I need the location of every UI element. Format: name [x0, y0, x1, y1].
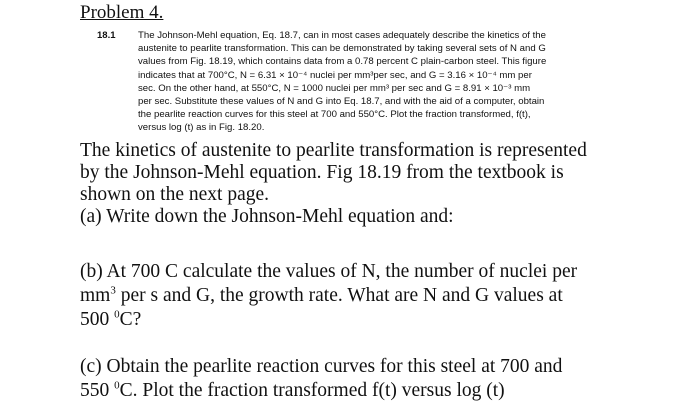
intro-line: by the Johnson-Mehl equation. Fig 18.19 from the textbook is	[80, 162, 564, 183]
part-b-line	[80, 308, 577, 332]
intro-paragraph	[80, 140, 690, 228]
textbook-excerpt	[138, 29, 656, 135]
part-c-line: (c) Obtain the pearlite reaction curves for this steel at 700 and	[80, 356, 563, 377]
part-c-question	[80, 355, 562, 403]
temperature-unit: C?	[119, 309, 142, 330]
temperature-value: 550	[80, 380, 115, 401]
excerpt-line: austenite to pearlite transformation. This can be demonstrated by taking several sets of N and G	[138, 43, 546, 55]
temperature-value: 500	[80, 309, 115, 330]
excerpt-problem-number: 18.1	[97, 30, 116, 41]
intro-line: The kinetics of austenite to pearlite transformation is represented	[80, 140, 587, 161]
part-a-question: (a) Write down the Johnson-Mehl equation and:	[80, 206, 454, 227]
problem-title: Problem 4.	[80, 2, 164, 23]
unit-mm: mm	[80, 285, 111, 306]
excerpt-line: the pearlite reaction curves for this steel at 700 and 550°C. Plot the fraction transformed, f(t),	[138, 109, 531, 121]
excerpt-line: sec. On the other hand, at 550°C, N = 1000 nuclei per mm³ per sec and G = 8.91 × 10⁻³ mm	[138, 82, 531, 94]
excerpt-line: The Johnson-Mehl equation, Eq. 18.7, can in most cases adequately describe the kinetics of the	[138, 30, 546, 41]
degree-superscript: 0	[114, 308, 120, 321]
part-c-line-rest: C. Plot the fraction transformed f(t) versus log (t)	[119, 380, 505, 401]
superscript-3: 3	[110, 284, 116, 297]
excerpt-line: per sec. Substitute these values of N and G into Eq. 18.7, and with the aid of a computer, obtain	[138, 96, 545, 108]
part-b-line: (b) At 700 C calculate the values of N, the number of nuclei per	[80, 261, 578, 282]
part-b-line	[80, 284, 577, 308]
part-c-line	[80, 379, 562, 403]
part-b-question	[80, 260, 577, 332]
part-b-line-rest: per s and G, the growth rate. What are N and G values at	[115, 285, 563, 306]
excerpt-line: indicates that at 700°C, N = 6.31 × 10⁻⁴ nuclei per mm³per sec, and G = 3.16 × 10⁻⁴ mm per	[138, 69, 532, 81]
degree-superscript: 0	[114, 379, 120, 392]
excerpt-line: versus log (t) as in Fig. 18.20.	[138, 122, 265, 134]
intro-line: shown on the next page.	[80, 184, 270, 205]
excerpt-line: values from Fig. 18.19, which contains data from a 0.78 percent C plain-carbon steel. This figure	[138, 56, 547, 68]
